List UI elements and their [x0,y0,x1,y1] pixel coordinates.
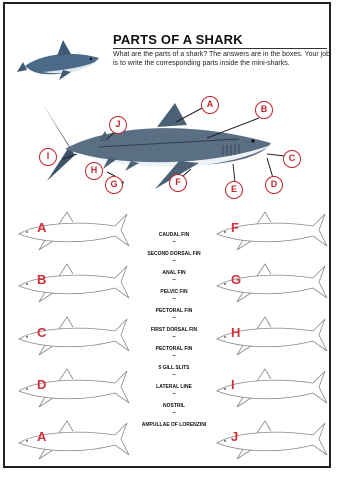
mini-shark-left [15,313,131,357]
diagram-label-i: I [39,148,57,166]
part-item: PECTORAL FIN [155,308,193,314]
diagram-label-j: J [109,116,127,134]
diagram-label-e: E [225,181,243,199]
part-item: 5 GILL SLITS [158,365,190,371]
mini-shark-left [15,365,131,409]
diagram-label-a: A [201,96,219,114]
diagram-label-h: H [85,162,103,180]
part-item: SECOND DORSAL FIN [147,251,201,257]
worksheet [3,2,331,468]
mini-shark-label: H [231,325,241,340]
part-item: FIRST DORSAL FIN [150,327,198,333]
diagram-label-d: D [265,176,283,194]
diagram-label-c: C [283,150,301,168]
mini-shark-left [15,260,131,304]
mini-shark-left [15,208,131,252]
part-item: PELVIC FIN [160,289,188,295]
instructions-text: What are the parts of a shark? The answers are in the boxes. Your job is to write the corresponding parts inside the mini-sharks. [113,51,330,67]
mini-shark-label: D [37,377,47,392]
mini-shark-label: C [37,325,47,340]
mini-shark-label: F [231,220,239,235]
page-title: PARTS OF A SHARK [113,32,243,47]
mini-shark-label: B [37,272,47,287]
diagram-label-f: F [169,174,187,192]
part-item: CAUDAL FIN [158,232,190,238]
part-item: ANAL FIN [162,270,186,276]
part-item: PECTORAL FIN [155,346,193,352]
mini-shark-left [15,417,131,461]
mini-shark-label: G [231,272,242,287]
mini-shark-label: A [37,429,47,444]
mini-shark-label: I [231,377,235,392]
mini-shark-label: A [37,220,47,235]
mini-shark-label: J [231,429,239,444]
part-item: AMPULLAE OF LORENZINI [141,422,207,428]
part-item: NOSTRIL [163,403,185,409]
parts-list: CAUDAL FIN – SECOND DORSAL FIN – ANAL FIN – PELVIC FIN – PECTORAL FIN – FIRST DORSAL FIN – PECTORAL FIN – 5 GILL SLITS – LATERAL LINE – NOSTRIL – AMPULLAE OF LORENZINI [133,232,215,429]
diagram-label-b: B [255,101,273,119]
part-item: LATERAL LINE [156,384,192,390]
diagram-label-g: G [105,176,123,194]
